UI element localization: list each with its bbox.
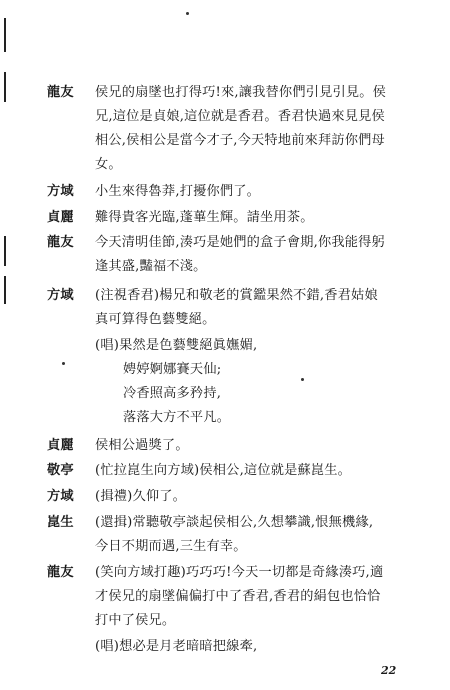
dialogue-line: 打中了侯兄。: [95, 613, 176, 628]
dialogue-line: (笑向方域打趣)巧巧巧!今天一切都是奇緣湊巧,適: [95, 565, 384, 580]
dialogue-line: 侯兄的扇墜也打得巧!來,讓我替你們引見引見。侯: [95, 85, 387, 100]
speaker-label: 方域: [47, 184, 74, 199]
scan-edge-mark: [4, 236, 6, 266]
scan-speck: [301, 378, 304, 381]
dialogue-line: (揖禮)久仰了。: [95, 489, 187, 504]
dialogue-line: 難得貴客光臨,蓬蓽生輝。請坐用茶。: [95, 210, 314, 225]
page-number: 22: [381, 664, 397, 677]
dialogue-line: 真可算得色藝雙絕。: [95, 312, 216, 327]
dialogue-line: (忙拉崑生向方域)侯相公,這位就是蘇崑生。: [95, 463, 352, 478]
dialogue-line: 才侯兄的扇墜偏偏打中了香君,香君的絹包也恰恰: [95, 589, 381, 604]
scan-speck: [186, 12, 189, 15]
dialogue-line: 相公,侯相公是當今才子,今天特地前來拜訪你們母: [95, 133, 385, 148]
scan-speck: [62, 362, 65, 365]
dialogue-line: 逢其盛,豔福不淺。: [95, 259, 207, 274]
dialogue-line: 女。: [95, 157, 122, 172]
sung-line: (唱)果然是色藝雙絕眞嫵媚,: [95, 338, 258, 353]
speaker-label: 敬亭: [47, 463, 74, 478]
dialogue-line: (注視香君)楊兄和敬老的賞鑑果然不錯,香君姑娘: [95, 288, 378, 303]
scan-edge-mark: [4, 18, 6, 52]
dialogue-line: 今日不期而遇,三生有幸。: [95, 539, 247, 554]
speaker-label: 方域: [47, 288, 74, 303]
dialogue-line: (還揖)常聽敬亭談起侯相公,久想攀識,恨無機緣,: [95, 515, 374, 530]
dialogue-line: 侯相公過獎了。: [95, 438, 189, 453]
scan-edge-mark: [4, 276, 6, 304]
speaker-label: 龍友: [47, 85, 74, 100]
speaker-label: 龍友: [47, 235, 74, 250]
speaker-label: 方域: [47, 489, 74, 504]
scan-edge-mark: [4, 72, 6, 102]
verse-line: 娉婷婀娜賽天仙;: [123, 362, 222, 377]
speaker-label: 龍友: [47, 565, 74, 580]
speaker-label: 貞麗: [47, 438, 74, 453]
dialogue-line: 今天清明佳節,湊巧是她們的盒子會期,你我能得躬: [95, 235, 385, 250]
speaker-label: 貞麗: [47, 210, 74, 225]
sung-line: (唱)想必是月老暗暗把線牽,: [95, 639, 258, 654]
verse-line: 冷香照高多矜持,: [123, 386, 222, 401]
dialogue-line: 兄,這位是貞娘,這位就是香君。香君快過來見見侯: [95, 109, 385, 124]
verse-line: 落落大方不平凡。: [123, 410, 231, 425]
dialogue-line: 小生來得魯莽,打擾你們了。: [95, 184, 261, 199]
speaker-label: 崑生: [47, 515, 74, 530]
